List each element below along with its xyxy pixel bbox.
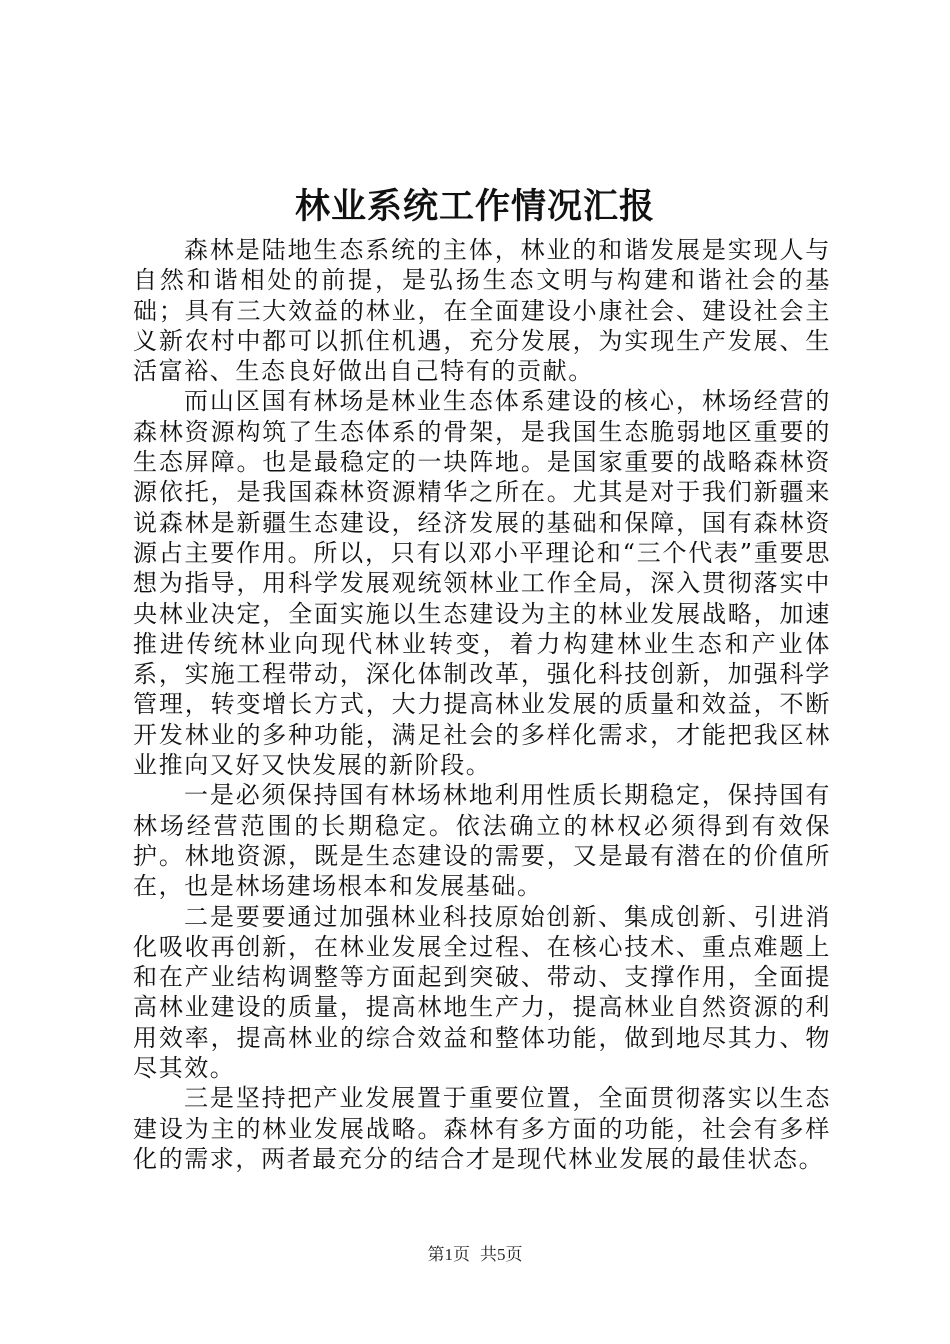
- page-footer: [0, 1244, 950, 1266]
- document-body: [133, 235, 831, 1174]
- document-title: 林业系统工作情况汇报: [294, 187, 655, 227]
- paragraph: 森林是陆地生态系统的主体，林业的和谐发展是实现人与自然和谐相处的前提，是弘扬生态文明与构建和谐社会的基础；具有三大效益的林业，在全面建设小康社会、建设社会主义新农村中都可以抓住机遇，充分发展，为实现生产发展、生活富裕、生态良好做出自己特有的贡献。: [133, 236, 831, 386]
- paragraph: 而山区国有林场是林业生态体系建设的核心，林场经营的森林资源构筑了生态体系的骨架，是我国生态脆弱地区重要的生态屏障。也是最稳定的一块阵地。是国家重要的战略森林资源依托，是我国森林资源精华之所在。尤其是对于我们新疆来说森林是新疆生态建设，经济发展的基础和保障，国有森林资源占主要作用。所以，只有以邓小平理论和“三个代表”重要思想为指导，用科学发展观统领林业工作全局，深入贯彻落实中央林业决定，全面实施以生态建设为主的林业发展战略，加速推进传统林业向现代林业转变，着力构建林业生态和产业体系，实施工程带动，深化体制改革，强化科技创新，加强科学管理，转变增长方式，大力提高林业发展的质量和效益，不断开发林业的多种功能，满足社会的多样化需求，才能把我区林业推向又好又快发展的新阶段。: [133, 387, 831, 780]
- paragraph: 二是要要通过加强林业科技原始创新、集成创新、引进消化吸收再创新，在林业发展全过程、在核心技术、重点难题上和在产业结构调整等方面起到突破、带动、支撑作用，全面提高林业建设的质量，提高林地生产力，提高林业自然资源的利用效率，提高林业的综合效益和整体功能，做到地尽其力、物尽其效。: [133, 902, 831, 1083]
- page-number-total: 共5页: [480, 1245, 523, 1264]
- paragraph: 一是必须保持国有林场林地利用性质长期稳定，保持国有林场经营范围的长期稳定。依法确立的林权必须得到有效保护。林地资源，既是生态建设的需要，又是最有潜在的价值所在，也是林场建场根本和发展基础。: [133, 781, 831, 901]
- paragraph: 三是坚持把产业发展置于重要位置，全面贯彻落实以生态建设为主的林业发展战略。森林有多方面的功能，社会有多样化的需求，两者最充分的结合才是现代林业发展的最佳状态。: [133, 1084, 831, 1173]
- page-number-current: 第1页: [427, 1245, 470, 1264]
